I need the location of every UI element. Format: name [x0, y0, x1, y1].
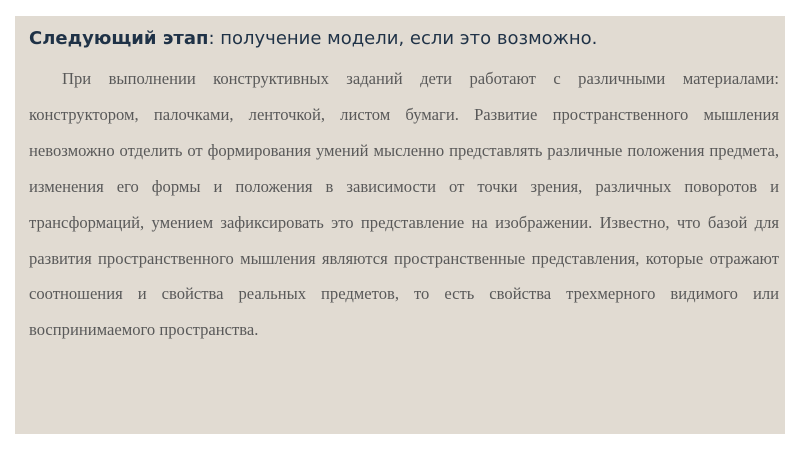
heading-lead: Следующий этап	[29, 28, 209, 49]
heading-rest: : получение модели, если это возможно.	[208, 28, 598, 49]
slide-panel	[15, 16, 785, 434]
slide-heading	[29, 28, 597, 49]
body-paragraph: При выполнении конструктивных заданий дети работают с различными материалами: конструктором, палочками, ленточкой, листом бумаги. Развитие пространственного мышления невозможно отделить от формирования умений мысленно представлять различные положения предмета, изменения его формы и положения в зависимости от точки зрения, различных поворотов и трансформаций, умением зафиксировать это представление на изображении. Известно, что базой для развития пространственного мышления являются пространственные представления, которые отражают соотношения и свойства реальных предметов, то есть свойства трехмерного видимого или воспринимаемого пространства.	[29, 69, 779, 340]
